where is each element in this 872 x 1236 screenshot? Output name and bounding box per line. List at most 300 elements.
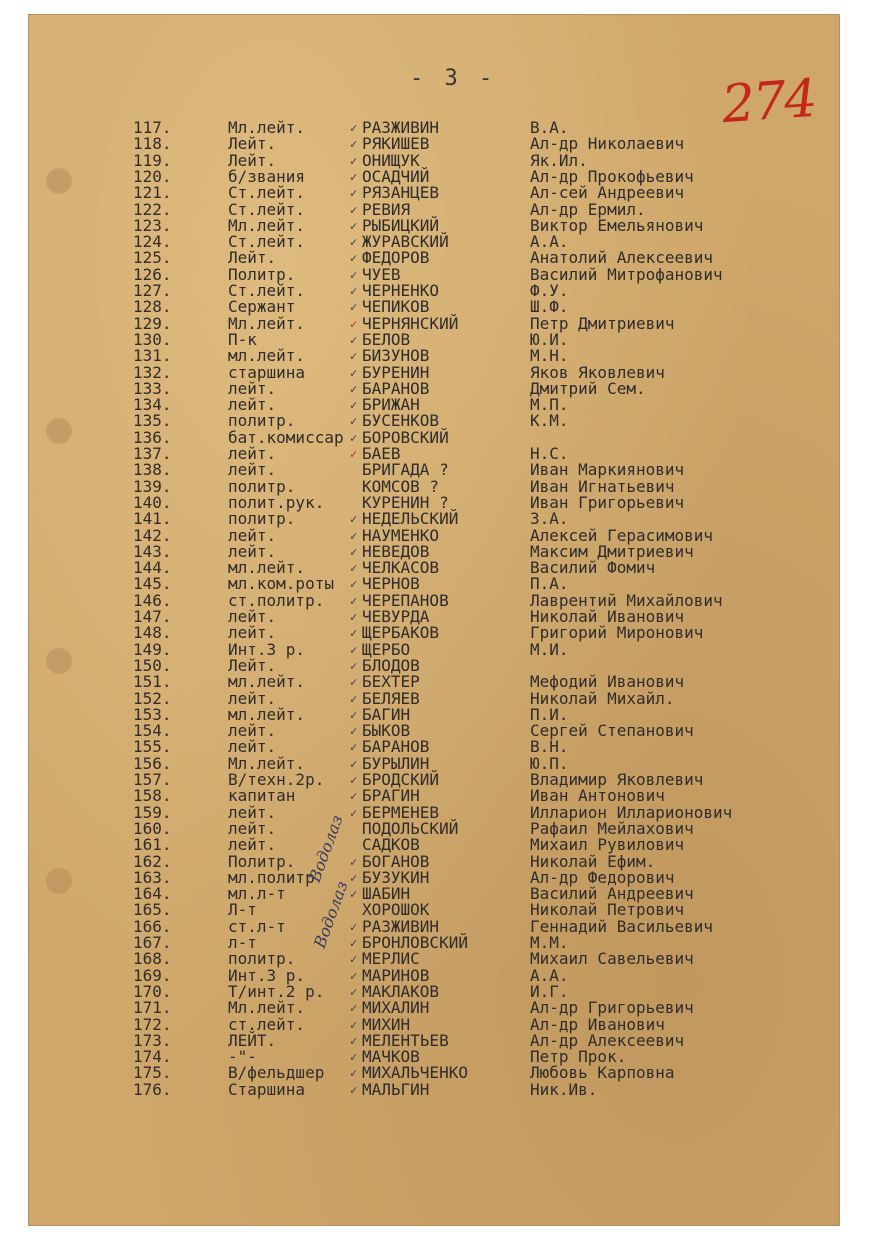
row-surname: БЕЛОВ: [362, 329, 411, 349]
row-surname: БУРЫЛИН: [362, 753, 430, 773]
row-number: 156.: [133, 753, 172, 773]
row-rank: Мл.лейт.: [228, 998, 306, 1018]
row-given-name: Иван Антонович: [530, 786, 665, 806]
row-surname: ЧЕРНОВ: [362, 574, 420, 594]
row-number: 167.: [133, 933, 172, 952]
row-number: 176.: [133, 1079, 172, 1099]
row-surname: БОГАНОВ: [362, 851, 430, 871]
row-given-name: Николай Михайл.: [530, 688, 675, 708]
row-rank: лейт.: [228, 818, 277, 838]
check-mark: ✓: [350, 593, 358, 608]
check-mark: ✓: [350, 218, 358, 233]
list-row: [0, 250, 872, 266]
list-row: [0, 935, 872, 951]
row-rank: политр.: [228, 509, 296, 529]
row-rank: лейт.: [228, 623, 277, 643]
row-given-name: А.А.: [530, 232, 569, 252]
row-number: 132.: [133, 362, 172, 382]
row-surname: РАЗЖИВИН: [362, 118, 440, 137]
row-surname: БЕХТЕР: [362, 672, 420, 692]
row-rank: лейт.: [228, 835, 277, 855]
row-surname: ЖУРАВСКИЙ: [362, 232, 449, 252]
list-row: [0, 525, 872, 545]
row-given-name: Яков Яковлевич: [530, 362, 665, 382]
row-surname: МИХАЛЬЧЕНКО: [362, 1063, 468, 1083]
row-surname: ОНИЩУК: [362, 150, 420, 170]
row-number: 117.: [133, 118, 172, 137]
row-rank: лейт.: [228, 395, 277, 415]
row-number: 131.: [133, 346, 172, 366]
row-given-name: Н.С.: [530, 444, 569, 463]
row-number: 141.: [133, 509, 172, 529]
list-row: [0, 818, 872, 838]
check-mark: ✓: [350, 968, 358, 983]
row-rank: Лейт.: [228, 150, 277, 170]
row-given-name: Сергей Степанович: [530, 721, 694, 741]
row-rank: В/техн.2р.: [228, 770, 325, 789]
row-given-name: Ник.Ив.: [530, 1079, 598, 1099]
row-surname: МЕРЛИС: [362, 949, 420, 969]
row-number: 145.: [133, 574, 172, 594]
row-surname: ЧЕРНЕНКО: [362, 281, 440, 300]
row-given-name: Ал-др Григорьевич: [530, 998, 694, 1018]
row-surname: МАКЛАКОВ: [362, 981, 440, 1001]
row-given-name: З.А.: [530, 509, 569, 529]
check-mark: ✓: [350, 332, 358, 347]
list-row: [0, 739, 872, 755]
row-surname: ЧУЕВ: [362, 264, 401, 284]
row-surname: БОРОВСКИЙ: [362, 427, 449, 447]
row-surname: БЕРМЕНЕВ: [362, 802, 440, 822]
row-number: 136.: [133, 427, 172, 447]
row-number: 121.: [133, 183, 172, 203]
check-mark: ✓: [350, 675, 358, 690]
list-row: [0, 150, 872, 170]
check-mark: ✓: [350, 984, 358, 999]
row-given-name: Василий Фомич: [530, 558, 656, 578]
list-row: [0, 313, 872, 333]
row-rank: Ст.лейт.: [228, 281, 306, 300]
row-number: 168.: [133, 949, 172, 969]
row-given-name: Петр Прок.: [530, 1047, 627, 1067]
row-rank: В/фельдшер: [228, 1063, 325, 1083]
check-mark: ✓: [350, 561, 358, 576]
row-rank: -"-: [228, 1047, 257, 1067]
row-rank: бат.комиссар: [228, 427, 344, 447]
row-number: 160.: [133, 818, 172, 838]
row-surname: МИХАЛИН: [362, 998, 430, 1018]
row-surname: ЧЕПИКОВ: [362, 297, 430, 317]
row-given-name: Ю.П.: [530, 753, 569, 773]
list-row: [0, 329, 872, 349]
row-rank: ЛЕЙТ.: [228, 1030, 277, 1050]
row-surname: БАЕВ: [362, 444, 401, 463]
list-row: [0, 234, 872, 250]
check-mark: ✓: [350, 1017, 358, 1032]
row-given-name: Владимир Яковлевич: [530, 770, 704, 789]
row-rank: полит.рук.: [228, 492, 325, 512]
row-given-name: М.М.: [530, 933, 569, 952]
row-given-name: Ю.И.: [530, 329, 569, 349]
row-number: 166.: [133, 916, 172, 936]
row-rank: б/звания: [228, 166, 306, 186]
row-rank: политр.: [228, 476, 296, 496]
row-rank: Мл.лейт.: [228, 118, 306, 137]
row-rank: ст.лейт.: [228, 1014, 306, 1034]
row-surname: БАРАНОВ: [362, 378, 430, 398]
check-mark: ✓: [350, 952, 358, 967]
check-mark: ✓: [350, 267, 358, 282]
row-surname: КОМСОВ ?: [362, 476, 440, 496]
row-rank: Старшина: [228, 1079, 306, 1099]
check-mark: ✓: [350, 398, 358, 413]
row-given-name: Ф.У.: [530, 281, 569, 300]
row-given-name: Анатолий Алексеевич: [530, 248, 714, 268]
list-row: [0, 348, 872, 364]
row-number: 170.: [133, 981, 172, 1001]
check-mark: ✓: [350, 169, 358, 184]
row-surname: ЧЕВУРДА: [362, 607, 430, 626]
row-rank: лейт.: [228, 688, 277, 708]
check-mark: ✓: [350, 1001, 358, 1016]
row-given-name: Любовь Карповна: [530, 1063, 675, 1083]
row-number: 165.: [133, 900, 172, 920]
row-surname: ШАБИН: [362, 884, 411, 904]
row-given-name: Николай Ефим.: [530, 851, 656, 871]
list-row: [0, 185, 872, 201]
row-surname: БИЗУНОВ: [362, 346, 430, 366]
list-row: [0, 674, 872, 690]
row-rank: ст.л-т: [228, 916, 286, 936]
row-number: 148.: [133, 623, 172, 643]
list-row: [0, 560, 872, 576]
list-row: [0, 688, 872, 708]
row-given-name: М.И.: [530, 639, 569, 659]
row-surname: ОСАДЧИЙ: [362, 166, 430, 186]
row-surname: ЩЕРБАКОВ: [362, 623, 440, 643]
row-number: 151.: [133, 672, 172, 692]
check-mark: ✓: [350, 626, 358, 641]
list-row: [0, 723, 872, 739]
check-mark: ✓: [350, 642, 358, 657]
row-given-name: К.М.: [530, 411, 569, 431]
check-mark: ✓: [350, 887, 358, 902]
row-given-name: М.Н.: [530, 346, 569, 366]
list-row: [0, 590, 872, 610]
check-mark: ✓: [350, 870, 358, 885]
row-surname: ХОРОШОК: [362, 900, 430, 920]
row-rank: лейт.: [228, 460, 277, 480]
row-given-name: П.А.: [530, 574, 569, 594]
check-mark: ✓: [350, 1082, 358, 1097]
check-mark: ✓: [350, 1066, 358, 1081]
check-mark: ✓: [350, 316, 358, 331]
row-surname: БРИЖАН: [362, 395, 420, 415]
row-number: 171.: [133, 998, 172, 1018]
row-rank: Л-т: [228, 900, 257, 920]
check-mark: ✓: [350, 658, 358, 673]
row-given-name: Николай Петрович: [530, 900, 685, 920]
row-number: 119.: [133, 150, 172, 170]
row-given-name: Ш.Ф.: [530, 297, 569, 317]
row-rank: ст.политр.: [228, 590, 325, 610]
check-mark: ✓: [350, 1033, 358, 1048]
check-mark: ✓: [350, 789, 358, 804]
row-number: 153.: [133, 704, 172, 724]
row-rank: мл.лейт.: [228, 672, 306, 692]
row-rank: Политр.: [228, 851, 296, 871]
row-rank: мл.лейт.: [228, 704, 306, 724]
row-number: 155.: [133, 737, 172, 757]
row-number: 125.: [133, 248, 172, 268]
row-surname: МЕЛЕНТЬЕВ: [362, 1030, 449, 1050]
check-mark: ✓: [350, 707, 358, 722]
row-given-name: Ал-др Иванович: [530, 1014, 665, 1034]
check-mark: ✓: [350, 1050, 358, 1065]
row-surname: БУЗУКИН: [362, 867, 430, 887]
row-rank: П-к: [228, 329, 257, 349]
row-surname: БАРАНОВ: [362, 737, 430, 757]
row-given-name: Геннадий Васильевич: [530, 916, 714, 936]
row-given-name: Василий Митрофанович: [530, 264, 723, 284]
row-surname: ЧЕРНЯНСКИЙ: [362, 313, 459, 333]
row-number: 147.: [133, 607, 172, 626]
row-rank: лейт.: [228, 444, 277, 463]
check-mark: ✓: [350, 381, 358, 396]
list-row: [0, 772, 872, 788]
row-given-name: Дмитрий Сем.: [530, 378, 646, 398]
row-given-name: Ал-др Прокофьевич: [530, 166, 694, 186]
row-number: 130.: [133, 329, 172, 349]
list-row: [0, 1000, 872, 1016]
list-row: [0, 886, 872, 902]
row-given-name: Виктор Емельянович: [530, 215, 704, 235]
row-surname: МАЧКОВ: [362, 1047, 420, 1067]
row-number: 118.: [133, 134, 172, 154]
check-mark: ✓: [350, 805, 358, 820]
list-row: [0, 851, 872, 871]
row-given-name: Ал-др Ермил.: [530, 199, 646, 219]
row-given-name: Ал-др Николаевич: [530, 134, 685, 154]
row-number: 127.: [133, 281, 172, 300]
row-surname: РЯКИШЕВ: [362, 134, 430, 154]
row-number: 133.: [133, 378, 172, 398]
row-number: 174.: [133, 1047, 172, 1067]
row-given-name: Мефодий Иванович: [530, 672, 685, 692]
check-mark: ✓: [350, 251, 358, 266]
row-number: 169.: [133, 965, 172, 985]
row-rank: политр.: [228, 949, 296, 969]
row-given-name: Максим Дмитриевич: [530, 541, 694, 561]
row-given-name: Ал-сей Андреевич: [530, 183, 685, 203]
check-mark: ✓: [350, 610, 358, 624]
row-given-name: В.А.: [530, 118, 569, 137]
row-number: 134.: [133, 395, 172, 415]
check-mark: ✓: [350, 202, 358, 217]
row-number: 154.: [133, 721, 172, 741]
list-row: [0, 837, 872, 853]
check-mark: ✓: [350, 365, 358, 380]
check-mark: ✓: [350, 414, 358, 429]
row-rank: Ст.лейт.: [228, 199, 306, 219]
row-given-name: Иван Игнатьевич: [530, 476, 675, 496]
row-surname: РЕВИЯ: [362, 199, 411, 219]
row-rank: лейт.: [228, 721, 277, 741]
row-given-name: Ал-др Федорович: [530, 867, 675, 887]
row-surname: ЩЕРБО: [362, 639, 411, 659]
row-number: 137.: [133, 444, 172, 463]
row-surname: БУСЕНКОВ: [362, 411, 440, 431]
row-number: 162.: [133, 851, 172, 871]
row-given-name: Илларион Илларионович: [530, 802, 733, 822]
list-row: [0, 867, 872, 887]
row-given-name: А.А.: [530, 965, 569, 985]
row-number: 158.: [133, 786, 172, 806]
row-surname: КУРЕНИН ?: [362, 492, 449, 512]
list-row: [0, 362, 872, 382]
list-row: [0, 1030, 872, 1050]
list-row: [0, 704, 872, 724]
row-surname: БРИГАДА ?: [362, 460, 449, 480]
row-surname: ФЕДОРОВ: [362, 248, 430, 268]
list-row: [0, 427, 872, 447]
row-surname: НЕВЕДОВ: [362, 541, 430, 561]
row-rank: л-т: [228, 933, 257, 952]
row-rank: Инт.3 р.: [228, 639, 306, 659]
list-row: [0, 283, 872, 299]
row-number: 120.: [133, 166, 172, 186]
row-rank: лейт.: [228, 525, 277, 545]
row-surname: БУРЕНИН: [362, 362, 430, 382]
row-number: 124.: [133, 232, 172, 252]
row-rank: Сержант: [228, 297, 296, 317]
row-number: 129.: [133, 313, 172, 333]
row-number: 172.: [133, 1014, 172, 1034]
row-rank: Инт.3 р.: [228, 965, 306, 985]
row-given-name: М.П.: [530, 395, 569, 415]
row-rank: мл.политр: [228, 867, 315, 887]
row-rank: лейт.: [228, 607, 277, 626]
row-given-name: П.И.: [530, 704, 569, 724]
check-mark: ✓: [350, 756, 358, 771]
check-mark: ✓: [350, 691, 358, 706]
row-given-name: Иван Маркиянович: [530, 460, 685, 480]
row-surname: МАЛЬГИН: [362, 1079, 430, 1099]
row-number: 161.: [133, 835, 172, 855]
row-given-name: Василий Андреевич: [530, 884, 694, 904]
list-row: [0, 625, 872, 641]
check-mark: ✓: [350, 300, 358, 315]
row-surname: БРОНЛОВСКИЙ: [362, 933, 468, 952]
check-mark: ✓: [350, 121, 358, 135]
row-rank: мл.лейт.: [228, 346, 306, 366]
row-given-name: Алексей Герасимович: [530, 525, 714, 545]
list-row: [0, 378, 872, 398]
row-surname: РЯЗАНЦЕВ: [362, 183, 440, 203]
row-rank: мл.лейт.: [228, 558, 306, 578]
row-surname: ЧЕЛКАСОВ: [362, 558, 440, 578]
check-mark: ✓: [350, 349, 358, 364]
row-surname: РАЗЖИВИН: [362, 916, 440, 936]
row-rank: Политр.: [228, 264, 296, 284]
row-rank: Ст.лейт.: [228, 183, 306, 203]
archive-number: 274: [720, 68, 818, 136]
check-mark: ✓: [350, 137, 358, 152]
row-given-name: Ал-др Алексеевич: [530, 1030, 685, 1050]
row-surname: МИХИН: [362, 1014, 411, 1034]
row-given-name: Иван Григорьевич: [530, 492, 685, 512]
row-given-name: Петр Дмитриевич: [530, 313, 675, 333]
row-surname: ПОДОЛЬСКИЙ: [362, 818, 459, 838]
list-row: [0, 1065, 872, 1081]
list-row: [0, 1079, 872, 1099]
row-number: 142.: [133, 525, 172, 545]
page-number: - 3 -: [410, 66, 497, 91]
row-surname: РЫБИЦКИЙ: [362, 215, 440, 235]
check-mark: ✓: [350, 740, 358, 755]
row-number: 135.: [133, 411, 172, 431]
check-mark: ✓: [350, 186, 358, 201]
row-rank: Лейт.: [228, 248, 277, 268]
check-mark: ✓: [350, 854, 358, 869]
list-row: [0, 639, 872, 659]
row-rank: Мл.лейт.: [228, 753, 306, 773]
row-surname: НАУМЕНКО: [362, 525, 440, 545]
row-rank: Мл.лейт.: [228, 313, 306, 333]
row-number: 143.: [133, 541, 172, 561]
list-row: [0, 951, 872, 967]
handwritten-note: Водолаз: [305, 812, 347, 885]
row-number: 128.: [133, 297, 172, 317]
handwritten-note: Водолаз: [310, 878, 352, 951]
check-mark: ✓: [350, 544, 358, 559]
row-surname: САДКОВ: [362, 835, 420, 855]
list-row: [0, 655, 872, 675]
row-given-name: Лаврентий Михайлович: [530, 590, 723, 610]
row-rank: Мл.лейт.: [228, 215, 306, 235]
row-number: 150.: [133, 655, 172, 675]
list-row: [0, 120, 872, 136]
row-given-name: В.Н.: [530, 737, 569, 757]
check-mark: ✓: [350, 919, 358, 934]
check-mark: ✓: [350, 724, 358, 739]
row-rank: мл.л-т: [228, 884, 286, 904]
check-mark: ✓: [350, 235, 358, 250]
row-rank: лейт.: [228, 378, 277, 398]
check-mark: ✓: [350, 577, 358, 592]
row-rank: Лейт.: [228, 655, 277, 675]
check-mark: ✓: [350, 773, 358, 787]
row-rank: Т/инт.2 р.: [228, 981, 325, 1001]
row-number: 157.: [133, 770, 172, 789]
row-surname: БРАГИН: [362, 786, 420, 806]
row-given-name: Михаил Савельевич: [530, 949, 694, 969]
row-number: 146.: [133, 590, 172, 610]
row-rank: лейт.: [228, 802, 277, 822]
row-given-name: Григорий Миронович: [530, 623, 704, 643]
row-number: 152.: [133, 688, 172, 708]
row-given-name: Як.Ил.: [530, 150, 588, 170]
row-number: 175.: [133, 1063, 172, 1083]
row-number: 123.: [133, 215, 172, 235]
row-number: 159.: [133, 802, 172, 822]
row-rank: капитан: [228, 786, 296, 806]
row-rank: лейт.: [228, 541, 277, 561]
check-mark: ✓: [350, 284, 358, 298]
row-surname: ЧЕРЕПАНОВ: [362, 590, 449, 610]
row-surname: БЫКОВ: [362, 721, 411, 741]
row-number: 122.: [133, 199, 172, 219]
